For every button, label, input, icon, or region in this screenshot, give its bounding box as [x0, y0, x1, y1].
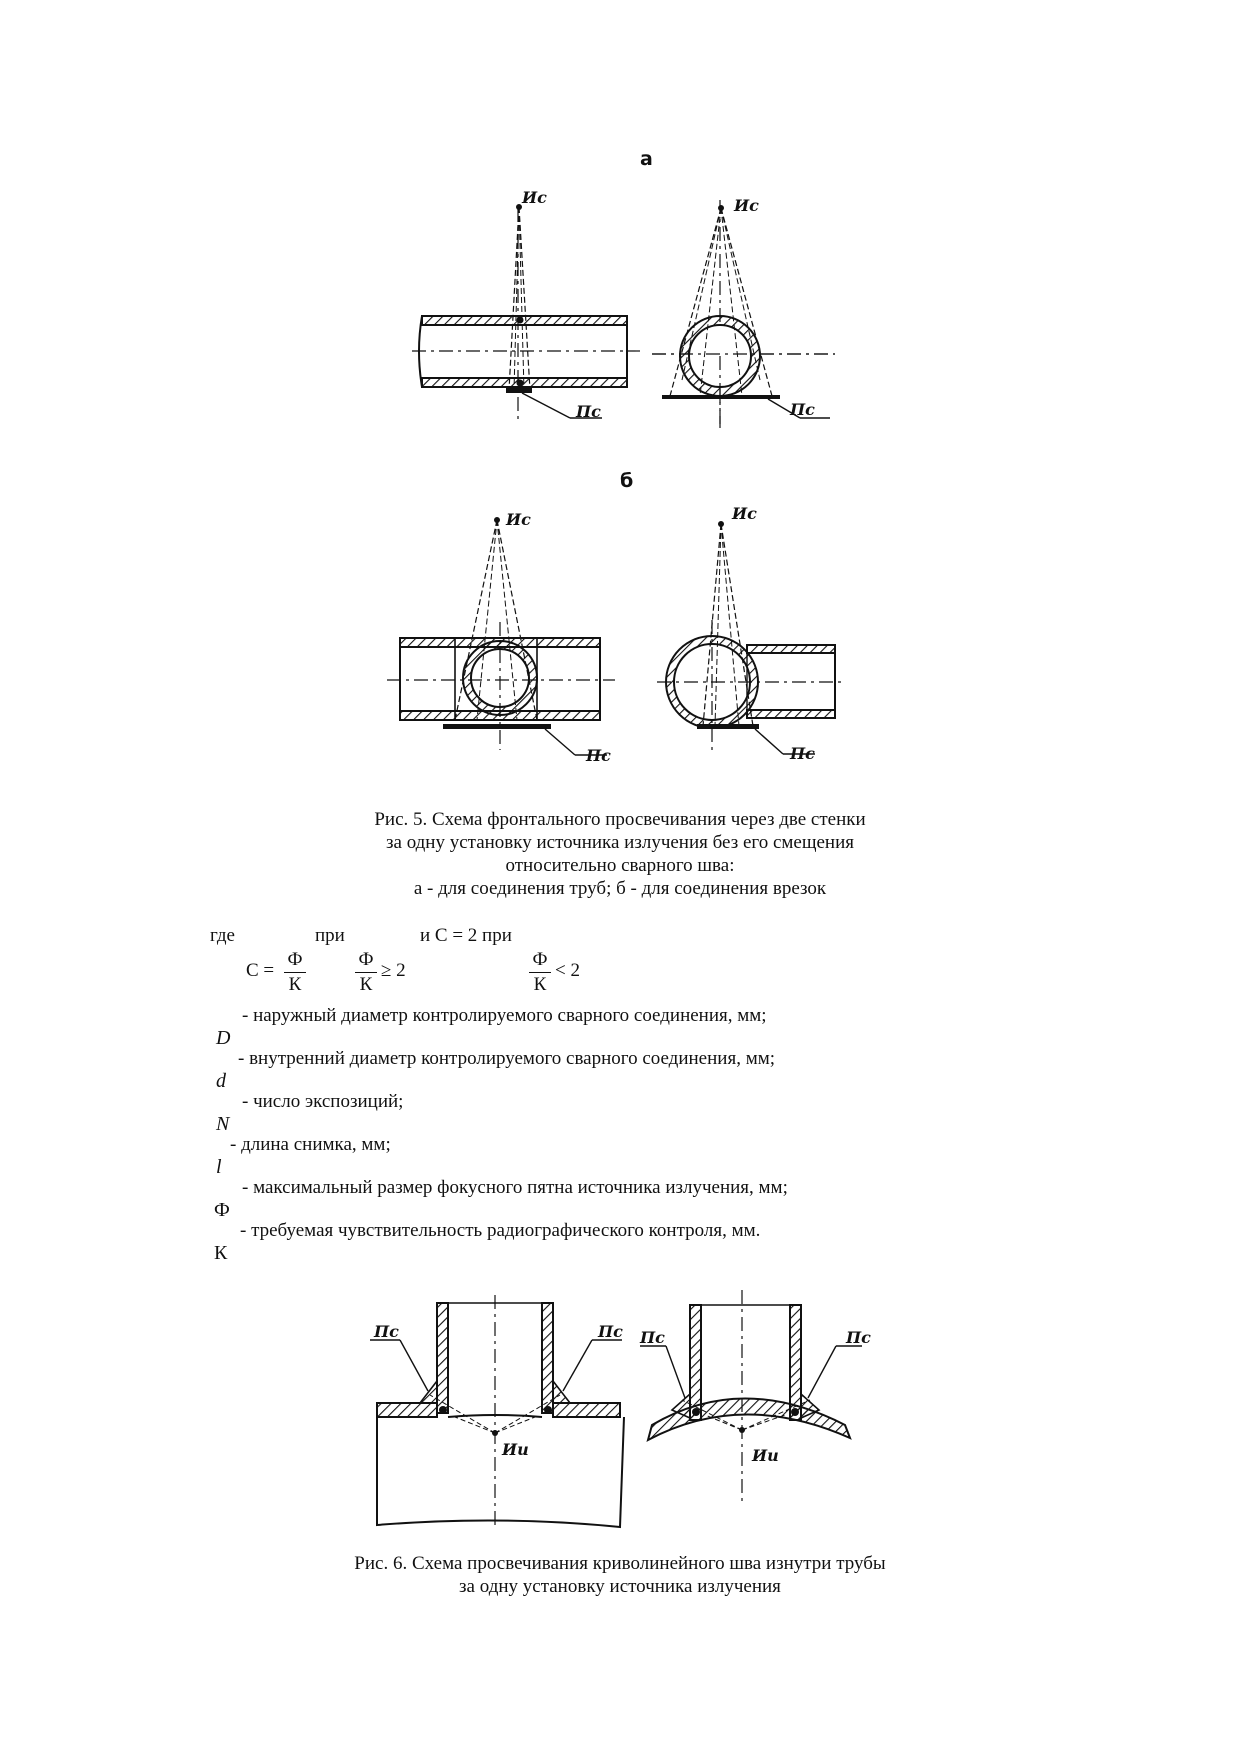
fraction-denominator: К: [533, 974, 547, 995]
fig6-film-label-right-2: Пс: [846, 1328, 871, 1347]
definition-symbol: d: [216, 1070, 226, 1092]
fig5-caption-line: а - для соединения труб; б - для соединения врезок: [413, 878, 827, 899]
definition-text: - требуемая чувствительность радиографического контроля, мм.: [240, 1220, 761, 1241]
fig5b-branch-front-diagram: [385, 510, 635, 770]
definition-text: - внутренний диаметр контролируемого сварного соединения, мм;: [238, 1048, 776, 1069]
definition-symbol: D: [216, 1027, 231, 1049]
fig6-caption: [0, 1552, 1240, 1598]
definition-symbol: Ф: [214, 1199, 230, 1221]
fig5-caption-line: относительно сварного шва:: [505, 855, 735, 876]
fig5a-source-label-right: Ис: [734, 196, 759, 215]
fraction-numerator: Ф: [532, 949, 548, 970]
fig5b-source-label-right: Ис: [732, 504, 757, 523]
fig6-caption-line: за одну установку источника излучения: [459, 1576, 781, 1597]
fig6-source-label-right: Ии: [752, 1446, 779, 1465]
fig5b-film-label-right: Пс: [790, 744, 815, 763]
fig5a-pipe-section-diagram: [650, 190, 840, 430]
definition-text: - число экспозиций;: [242, 1091, 404, 1112]
fig5-part-b-label: б: [620, 470, 634, 492]
formula-at: при: [315, 925, 345, 946]
formula-ge2: ≥ 2: [381, 960, 406, 981]
definition-symbol: N: [216, 1113, 230, 1135]
fraction-bar: [529, 972, 551, 973]
fig5-caption-line: за одну установку источника излучения без его смещения: [386, 832, 854, 853]
fig6-film-label-left-2: Пс: [598, 1322, 623, 1341]
definition-text: - длина снимка, мм;: [230, 1134, 391, 1155]
fraction-numerator: Ф: [358, 949, 374, 970]
fig6-film-label-left-1: Пс: [374, 1322, 399, 1341]
fraction-phi-over-k: [529, 949, 551, 996]
fig5a-film-label-right: Пс: [790, 400, 815, 419]
fraction-bar: [355, 972, 377, 973]
fig5a-pipe-side-diagram: [410, 190, 650, 430]
formula-c-eq: С =: [246, 960, 275, 981]
fraction-phi-over-k: [284, 949, 306, 996]
fig5b-branch-side-diagram: [655, 510, 845, 770]
fig5a-source-label-left: Ис: [522, 188, 547, 207]
formula-and-c2-at: и С = 2 при: [420, 925, 512, 946]
fraction-bar: [284, 972, 306, 973]
definition-text: - наружный диаметр контролируемого сварного соединения, мм;: [242, 1005, 767, 1026]
fraction-phi-over-k: [355, 949, 377, 996]
fraction-numerator: Ф: [287, 949, 303, 970]
definition-symbol: l: [216, 1156, 222, 1178]
fig5-caption-line: Рис. 5. Схема фронтального просвечивания через две стенки: [374, 809, 866, 830]
fraction-denominator: К: [359, 974, 373, 995]
fig6-caption-line: Рис. 6. Схема просвечивания криволинейного шва изнутри трубы: [354, 1553, 886, 1574]
formula-where: где: [210, 925, 235, 946]
definition-symbol: К: [214, 1242, 228, 1264]
formula-lt2: < 2: [555, 960, 580, 981]
fig6-film-label-right-1: Пс: [640, 1328, 665, 1347]
fraction-denominator: К: [288, 974, 302, 995]
fig5b-film-label-left: Пс: [586, 746, 611, 765]
fig5a-film-label-left: Пс: [576, 402, 601, 421]
fig6-curved-weld-diagram: [640, 1290, 870, 1510]
fig5-part-a-label: а: [640, 148, 653, 170]
fig5-caption: [0, 808, 1240, 900]
definition-text: - максимальный размер фокусного пятна источника излучения, мм;: [242, 1177, 788, 1198]
fig6-source-label-left: Ии: [502, 1440, 529, 1459]
fig5b-source-label-left: Ис: [506, 510, 531, 529]
